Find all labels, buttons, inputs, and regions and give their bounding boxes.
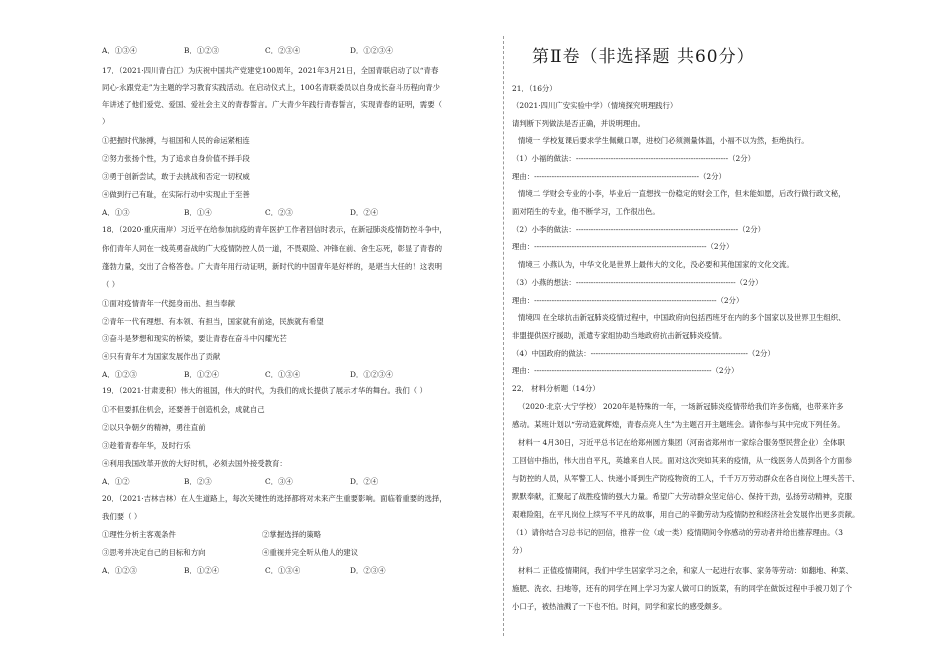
option: C．③④ [265, 477, 293, 486]
q17-stem: ） [102, 117, 110, 126]
q18-stem: 蓬勃力量，交出了合格答卷。广大青年用行动证明，新时代的中国青年是好样的，是堪当大任的！这表明 [102, 262, 442, 271]
option: B．①②③ [184, 46, 219, 55]
answer-line: （2）小李的做法：-----------------------------------------------------------------（2分） [512, 225, 766, 234]
option: D．②④ [350, 477, 379, 486]
reason-line: 理由：-----------------------------------------------------------------------（2分） [512, 366, 739, 375]
q17-item: ③勇于创新尝试，敢于去挑战和否定一切权威 [102, 172, 250, 181]
option: A．①② [102, 477, 130, 486]
column-divider [503, 36, 504, 636]
q19-item: ①不但要抓住机会，还要善于创造机会，成就自己 [102, 405, 265, 414]
scenario-text: 情境四 在全球抗击新冠肺炎疫情过程中，中国政府向包括西班牙在内的多个国家以及世界卫生组织、 [518, 313, 846, 322]
option: C．②③ [265, 208, 293, 217]
q18-item: ①面对疫情青年一代挺身而出、担当奉献 [102, 299, 236, 308]
q19-item: ④利用我国改革开放的大好时机，必须去国外接受教育： [102, 459, 287, 468]
option: B．②③ [184, 477, 212, 486]
answer-line: （1）小福的做法：-------------------------------------------------------------（2分） [512, 154, 756, 163]
option: C．①③④ [265, 566, 301, 575]
option: C．②③④ [265, 46, 301, 55]
reason-line: 理由：-------------------------------------------------------------------------（2分） [512, 296, 744, 305]
answer-line: （3）小燕的想法：----------------------------------------------------------------（2分） [512, 278, 763, 287]
reason-line: 理由：---------------------------------------------------------------------（2分） [512, 242, 734, 251]
q17-stem: 同心·永跟党走”为主题的学习教育实践活动。在启动仪式上，100名青联委员以自身成长奋斗历程向青少 [102, 83, 441, 92]
q17-item: ④做到行己有耻，在实际行动中实现止于至善 [102, 190, 250, 199]
option: D．②④ [350, 208, 379, 217]
section-title: 第Ⅱ卷（非选择题 共60分） [532, 47, 755, 67]
q18-stem: （ ） [102, 280, 120, 289]
option: D．①②③④ [350, 46, 393, 55]
option: A．①②③ [102, 370, 137, 379]
option: D．②③④ [350, 566, 386, 575]
q17-item: ①把握时代脉搏，与祖国和人民的命运紧相连 [102, 136, 250, 145]
scenario-text: 面对陌生的专业，他不断学习，工作很出色。 [512, 207, 660, 216]
scenario-text: 情境一 学校复课后要求学生佩戴口罩，进校门必须测量体温，小福不以为然，拒绝执行。 [518, 136, 809, 145]
q19-item: ③趁着青春年华，及时行乐 [102, 441, 191, 450]
q20-item: ②掌握选择的策略 [262, 530, 322, 539]
scenario-text: 非盟提供医疗援助，派遣专家组协助当地政府抗击新冠肺炎疫情。 [512, 331, 727, 340]
q20-stem: 我们要（ ） [102, 512, 142, 521]
q20-item: ①理性分析主客观条件 [102, 530, 176, 539]
material-text: 默默奉献，汇聚起了战胜疫情的强大力量。希望广大劳动群众坚定信心、保持干劲，弘扬劳动精神，克服 [512, 492, 852, 501]
answer-line: （4）中国政府的做法：---------------------------------------------------------------（2分） [512, 349, 775, 358]
q21-source: （2021·四川广安实验中学）（情境探究明理践行） [512, 101, 678, 110]
material-text: 与防控的人员，从军警工人、快递小哥到生产防疫物资的工人，千千万万劳动群众在各自岗位上埋头苦干、 [512, 474, 860, 483]
material-text: 工回信中指出，伟大出自平凡，英雄来自人民。面对这次突如其来的疫情，从一线医务人员到各个方面参 [512, 456, 852, 465]
material-text: 材料一 4月30日，习近平总书记在给郑州圆方集团（河南省郑州市一家综合服务型民营企业）全体职 [518, 438, 845, 447]
q20-stem: 20．（2021·吉林吉林）在人生道路上，每次关键性的选择都将对未来产生重要影响。面临着重要的选择， [102, 494, 447, 503]
scenario-text: 情境三 小燕认为，中华文化是世界上最伟大的文化，没必要和其他国家的文化交流。 [518, 260, 794, 269]
option: B．①②④ [184, 566, 219, 575]
q17-stem: 17．（2021·四川青白江）为庆祝中国共产党建党100周年，2021年3月21日，全国青联启动了以“青春 [102, 66, 439, 75]
material-text: 施肥、洗衣、扫地等，还有的同学在网上学习为家人做可口的饭菜，有的同学在做饭过程中手被刀划了个 [512, 584, 852, 593]
q18-stem: 你们青年人同在一线英勇奋战的广大疫情防控人员一道，不畏艰险、冲锋在前、舍生忘死，彰显了青春的 [102, 244, 442, 253]
q18-item: ④只有青年才为国家发展作出了贡献 [102, 352, 221, 361]
q19-item: ②以只争朝夕的精神，勇往直前 [102, 423, 206, 432]
q18-item: ②青年一代有理想、有本领、有担当，国家就有前途，民族就有希望 [102, 317, 324, 326]
q17-item: ②努力张扬个性，为了追求自身价值不择手段 [102, 154, 250, 163]
option: D．①②③④ [350, 370, 393, 379]
material-text: 艰难险阻，在平凡岗位上续写不平凡的故事，用自己的辛勤劳动为疫情防控和经济社会发展作出更多贡献。 [512, 510, 860, 519]
q22-subquestion: （1）请你结合习总书记的回信，推荐一位（或一类）疫情期间令你感动的劳动者并给出推荐理由。（3 [512, 528, 843, 537]
material-text: 材料二 正值疫情期间，我们中学生居家学习之余，和家人一起进行农事、家务等劳动：如翻地、种菜、 [518, 566, 853, 575]
q21-instruction: 请判断下列做法是否正确，并说明理由。 [512, 119, 646, 128]
q21-head: 21．（16分） [512, 84, 557, 93]
option: C．①③④ [265, 370, 301, 379]
option: A．①②③ [102, 566, 137, 575]
q22-subquestion: 分） [512, 546, 527, 555]
q20-item: ③思考并决定自己的目标和方向 [102, 548, 206, 557]
reason-line: 理由：------------------------------------------------------------------（2分） [512, 172, 726, 181]
q22-intro: 感动。某班计划以“劳动造就辉煌，青春点亮人生”为主题召开主题班会。请你参与其中完成下列任务。 [512, 420, 845, 429]
q18-stem: 18．（2020·重庆南岸）习近平在给参加抗疫的青年医护工作者回信时表示，在新冠肺炎疫情防控斗争中， [102, 225, 447, 234]
material-text: 小口子，被热油溅了一下也不怕。时间，同学和家长的感受颇多。 [512, 602, 727, 611]
scenario-text: 情境二 学财会专业的小李，毕业后一直想找一份稳定的财会工作，但未能如愿，后改行做行政文秘， [518, 189, 846, 198]
option: B．①②④ [184, 370, 219, 379]
option: B．①④ [184, 208, 212, 217]
option: A．①③ [102, 208, 130, 217]
q22-head: 22． 材料分析题（14分） [512, 384, 600, 393]
q22-intro: （2020·北京·大宁学校） 2020年是特殊的一年，一场新冠肺炎疫情带给我们许多伤痛，也带来许多 [518, 402, 844, 411]
q20-item: ④重视并完全听从他人的建议 [262, 548, 359, 557]
option: A．①③④ [102, 46, 137, 55]
q17-stem: 年讲述了他们爱党、爱国、爱社会主义的青春誓言。广大青少年践行青春誓言，实现青春的证明，需要（ [102, 100, 442, 109]
q18-item: ③奋斗是梦想和现实的桥梁，要让青春在奋斗中闪耀光芒 [102, 334, 287, 343]
q19-stem: 19．（2021·甘肃麦积）伟大的祖国，伟大的时代，为我们的成长提供了展示才华的舞台。我们（ ） [102, 386, 427, 395]
